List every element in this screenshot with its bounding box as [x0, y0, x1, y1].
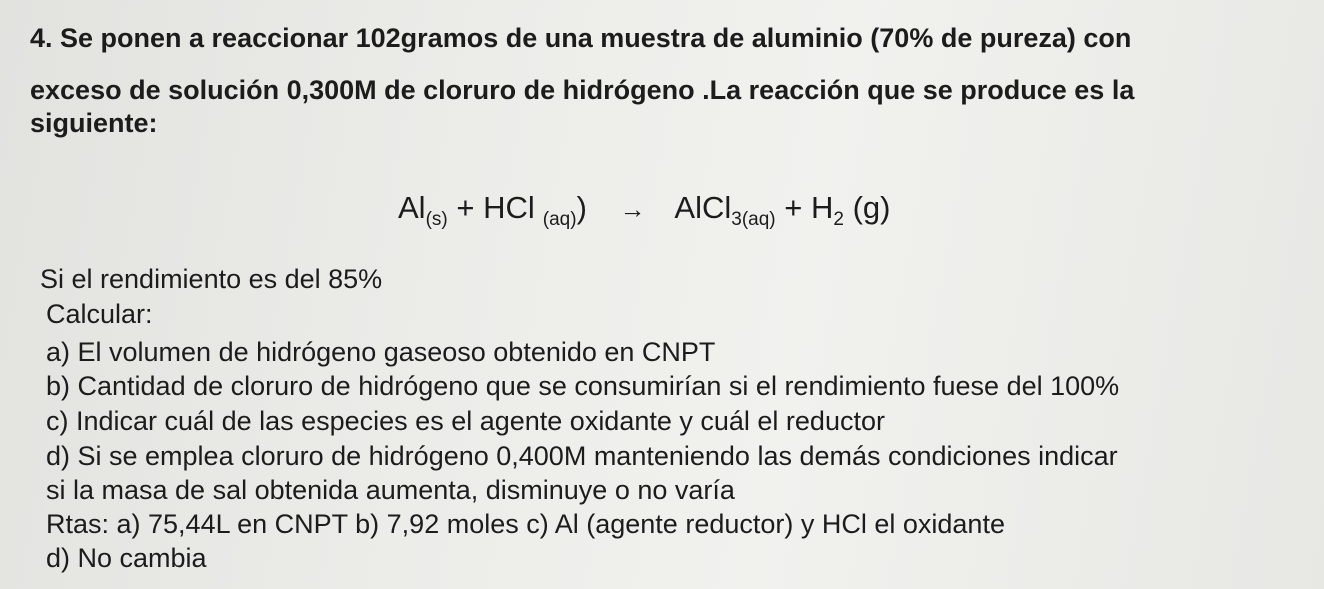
problem-line-2: exceso de solución 0,300M de cloruro de hidrógeno .La reacción que se produce es la — [30, 75, 1135, 105]
product-hydrogen-subscript: 2 — [833, 209, 844, 230]
chemical-equation — [398, 188, 890, 240]
reaction-arrow-icon: → — [619, 194, 646, 224]
reactant-aluminum: Al — [398, 190, 426, 225]
reactant-hcl: HCl — [483, 190, 535, 225]
reactant-hcl-state: (aq) — [542, 209, 577, 230]
question-c: c) Indicar cuál de las especies es el agente oxidante y cuál el reductor — [46, 406, 885, 436]
stray-paren: ) — [576, 190, 587, 225]
product-alcl3: AlCl — [674, 190, 732, 225]
problem-line-3: siguiente: — [30, 108, 158, 138]
problem-line-1: 4. Se ponen a reaccionar 102gramos de una muestra de aluminio (70% de pureza) con — [30, 23, 1132, 53]
question-d-line-1: d) Si se emplea cloruro de hidrógeno 0,400M manteniendo las demás condiciones indicar — [46, 441, 1118, 471]
question-b: b) Cantidad de cloruro de hidrógeno que se consumirían si el rendimiento fuese del 100% — [46, 371, 1120, 401]
answers-line: Rtas: a) 75,44L en CNPT b) 7,92 moles c) Al (agente reductor) y HCl el oxidante — [46, 509, 1005, 539]
reactant-aluminum-state: (s) — [425, 209, 448, 230]
question-d-line-2: si la masa de sal obtenida aumenta, disminuye o no varía — [46, 475, 735, 505]
calculate-heading: Calcular: — [46, 299, 153, 329]
product-hydrogen: H — [810, 190, 834, 225]
product-hydrogen-state: (g) — [852, 190, 891, 225]
question-a: a) El volumen de hidrógeno gaseoso obtenido en CNPT — [46, 337, 716, 367]
answer-d: d) No cambia — [46, 543, 207, 573]
plus-sign-2: + — [784, 190, 803, 225]
yield-statement: Si el rendimiento es del 85% — [40, 264, 383, 294]
plus-sign: + — [456, 190, 475, 225]
product-alcl3-state: 3(aq) — [731, 209, 776, 230]
